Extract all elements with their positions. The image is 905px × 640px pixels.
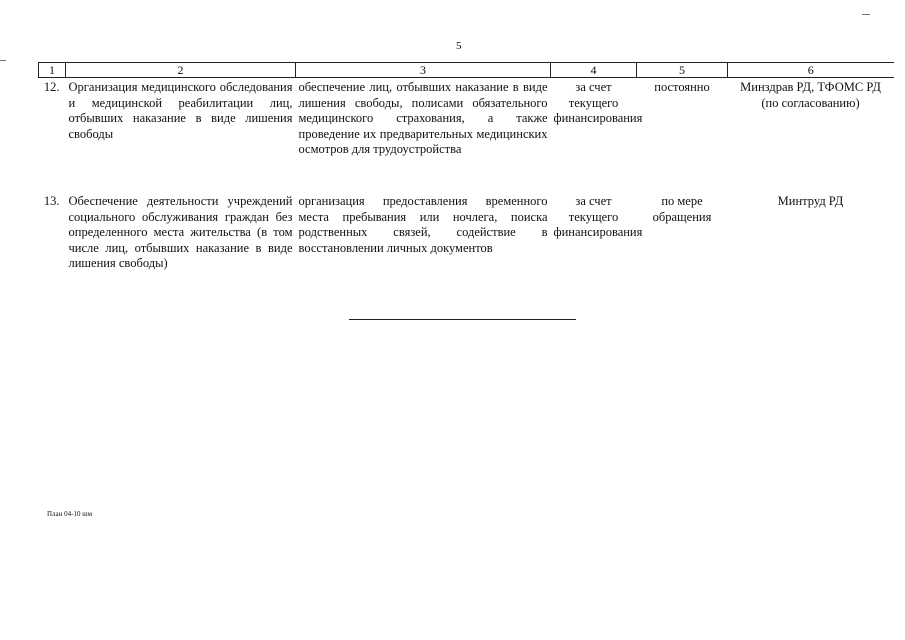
measure-cell: Обеспечение деятельности учреждений социального обслуживания граждан без определенного места жительства (в том числе лиц, отбывших наказание в виде лишения свободы) (68, 194, 293, 270)
executor-cell: Минтруд РД (777, 194, 844, 208)
column-header-1: 1 (39, 63, 66, 78)
margin-mark (0, 60, 6, 61)
footer-mark: План 04-10 шм (47, 510, 93, 518)
column-header-5: 5 (637, 63, 728, 78)
plan-table-body (38, 62, 894, 294)
row-number: 12. (43, 80, 60, 94)
column-header-6: 6 (728, 63, 894, 78)
page-number: 5 (456, 40, 462, 52)
header-row (39, 63, 894, 78)
content-cell: обеспечение лиц, отбывших наказание в виде лишения свободы, полисами обязательного медицинского страхования, а также проведение их предварительных медицинских осмотров для трудоустройства (298, 80, 548, 156)
end-of-table-rule (349, 319, 576, 320)
funding-cell: за счет текущего финансирования (553, 80, 643, 125)
table-row (39, 78, 894, 193)
measure-cell: Организация медицинского обследования и медицинской реабилитации лиц, отбывших наказание в виде лишения свободы (68, 80, 293, 141)
table-row (39, 192, 894, 294)
term-cell: по мере обращения (652, 194, 712, 224)
funding-cell: за счет текущего финансирования (553, 194, 643, 239)
content-cell: организация предоставления временного места пребывания или ночлега, поиска родственных связей, содействие в восстановлении личных документов (298, 194, 548, 255)
term-cell: постоянно (654, 80, 710, 94)
row-number: 13. (43, 194, 60, 208)
executor-cell: Минздрав РД, ТФОМС РД (по согласованию) (740, 80, 881, 110)
column-header-3: 3 (296, 63, 551, 78)
column-header-4: 4 (551, 63, 637, 78)
margin-mark (862, 14, 870, 15)
column-header-2: 2 (66, 63, 296, 78)
